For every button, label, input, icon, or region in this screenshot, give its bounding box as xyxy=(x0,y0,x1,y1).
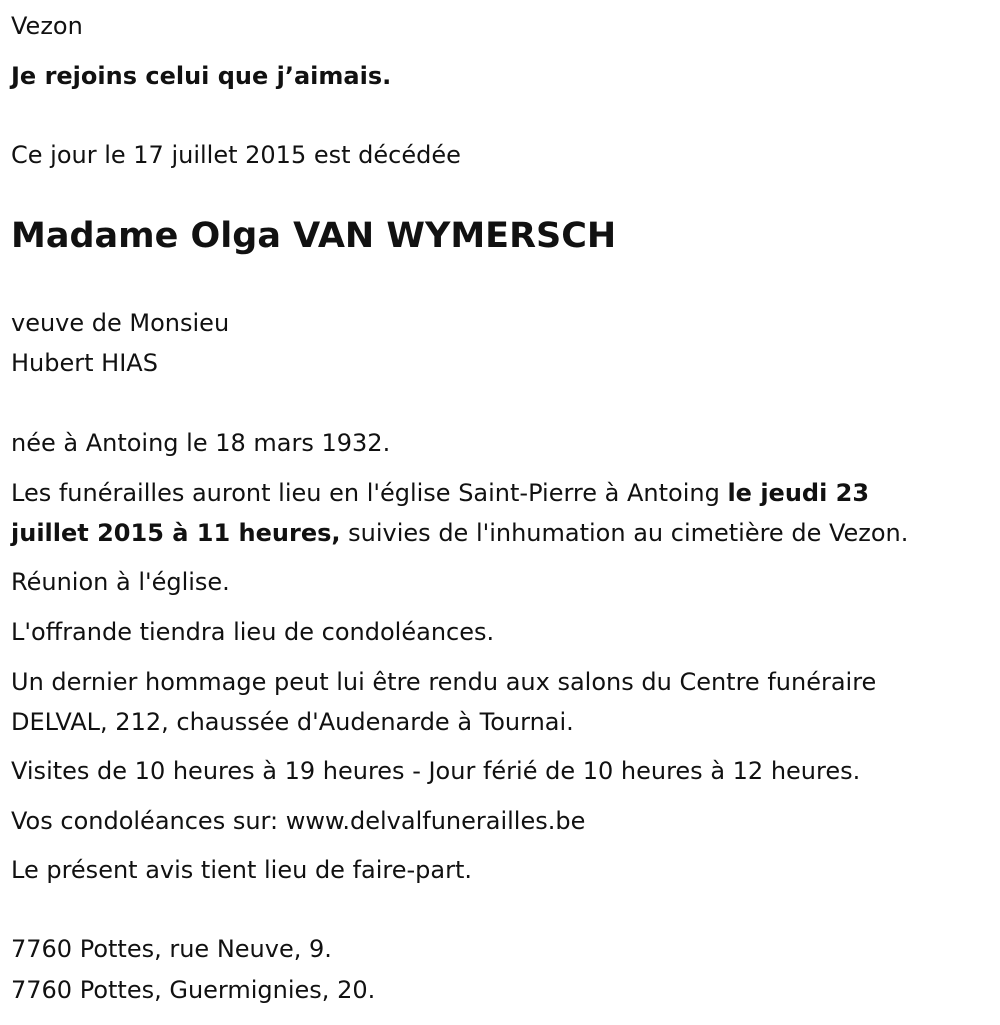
tribute-line-1: Un dernier hommage peut lui être rendu aux salons du Centre funéraire xyxy=(11,668,877,696)
birth-info: née à Antoing le 18 mars 1932. xyxy=(11,429,391,457)
address-2: 7760 Pottes, Guermignies, 20. xyxy=(11,976,376,1004)
spouse-line-1: veuve de Monsieu xyxy=(11,309,230,337)
condolences-info: Vos condoléances sur: www.delvalfunerailles.be xyxy=(11,807,586,835)
spouse-line-2: Hubert HIAS xyxy=(11,349,158,377)
visits-info: Visites de 10 heures à 19 heures - Jour férié de 10 heures à 12 heures. xyxy=(11,757,861,785)
funeral-text-b: suivies de l'inhumation au cimetière de Vezon. xyxy=(340,519,909,547)
funeral-date-b: juillet 2015 à 11 heures, xyxy=(11,519,341,547)
deceased-name: Madame Olga VAN WYMERSCH xyxy=(11,216,617,256)
location-heading: Vezon xyxy=(11,12,83,40)
funeral-line-2 xyxy=(11,513,908,553)
notice-info: Le présent avis tient lieu de faire-part. xyxy=(11,856,473,884)
tribute-line-2: DELVAL, 212, chaussée d'Audenarde à Tournai. xyxy=(11,708,574,736)
meeting-info: Réunion à l'église. xyxy=(11,568,230,596)
offering-info: L'offrande tiendra lieu de condoléances. xyxy=(11,618,495,646)
death-intro: Ce jour le 17 juillet 2015 est décédée xyxy=(11,141,461,169)
funeral-line-1 xyxy=(11,473,869,513)
address-1: 7760 Pottes, rue Neuve, 9. xyxy=(11,935,332,963)
quote: Je rejoins celui que j’aimais. xyxy=(11,62,392,90)
funeral-date-a: le jeudi 23 xyxy=(727,479,870,507)
funeral-text-a: Les funérailles auront lieu en l'église Saint-Pierre à Antoing xyxy=(11,479,728,507)
